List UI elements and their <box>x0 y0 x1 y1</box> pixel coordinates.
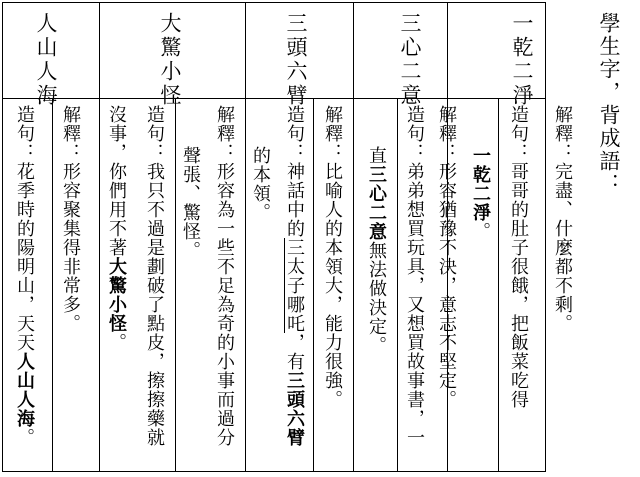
meaning-text: 形容猶豫不決，意志不堅定。 <box>436 162 457 409</box>
meaning-line <box>552 105 572 333</box>
sentence-text: 弟弟想買玩具，又想買故事書，一 <box>404 162 425 447</box>
sentence-text: 。 <box>106 333 127 352</box>
sentence-line <box>470 146 490 241</box>
meaning-label: 解釋： <box>214 105 235 162</box>
meaning-text: 形容聚集得非常多。 <box>60 162 81 333</box>
sentence-line <box>106 105 126 352</box>
meaning-line <box>180 146 200 260</box>
idiom-in-sentence: 三心二意 <box>366 165 387 241</box>
idiom-in-sentence: 人山人海 <box>14 352 35 428</box>
row-divider <box>2 98 545 99</box>
sentence-line <box>250 146 270 222</box>
idiom-in-sentence: 一乾二淨 <box>470 146 491 222</box>
sentence-line <box>144 105 164 447</box>
sentence-text: 。 <box>470 222 491 241</box>
sentence-text: 的本領。 <box>250 146 271 222</box>
sentence-line <box>366 146 386 355</box>
column-divider <box>245 2 246 472</box>
idiom-table <box>2 2 546 472</box>
sub-column-divider <box>175 98 176 472</box>
idiom-heading: 大驚小怪 <box>158 12 182 108</box>
sentence-text: 直 <box>366 146 387 165</box>
sentence-line <box>508 105 528 409</box>
sentence-text: 我只不過是劃破了點皮，擦擦藥就 <box>144 162 165 447</box>
meaning-text: 形容為一些不足為奇的小事而過分 <box>214 162 235 447</box>
sub-column-divider <box>313 98 314 472</box>
meaning-line <box>322 105 342 409</box>
idiom-heading: 三頭六臂 <box>284 12 308 108</box>
sentence-text: 無法做決定。 <box>366 241 387 355</box>
sentence-text: 沒事，你們用不著 <box>106 105 127 257</box>
meaning-label: 解釋： <box>552 105 573 162</box>
sentence-text: 哥哥的肚子很餓，把飯菜吃得 <box>508 162 529 409</box>
idiom-in-sentence: 大驚小怪 <box>106 257 127 333</box>
page-title: 學生字，背成語： <box>597 12 621 196</box>
column-divider <box>353 2 354 472</box>
idiom-in-sentence: 三頭六臂 <box>284 371 305 447</box>
sentence-text: 。 <box>14 428 35 447</box>
meaning-label: 解釋： <box>322 105 343 162</box>
meaning-label: 解釋： <box>436 105 457 162</box>
meaning-line <box>214 105 234 447</box>
meaning-line <box>436 105 456 409</box>
meaning-label: 解釋： <box>60 105 81 162</box>
idiom-heading: 三心二意 <box>398 12 422 108</box>
sentence-line <box>14 105 34 447</box>
sentence-line <box>404 105 424 447</box>
sentence-text: 神話中的 <box>284 162 305 238</box>
sentence-text: ，有 <box>284 333 305 371</box>
idiom-heading: 一乾二淨 <box>510 12 534 108</box>
idiom-heading: 人山人海 <box>34 12 58 108</box>
sentence-label: 造句： <box>144 105 165 162</box>
column-divider <box>99 2 100 472</box>
sentence-label: 造句： <box>14 105 35 162</box>
sentence-label: 造句： <box>284 105 305 162</box>
proper-name: 三太子哪吒 <box>284 238 305 333</box>
sub-column-divider <box>52 98 53 472</box>
sub-column-divider <box>397 98 398 472</box>
sub-column-divider <box>498 98 499 472</box>
sentence-label: 造句： <box>508 105 529 162</box>
meaning-line <box>60 105 80 333</box>
sentence-line <box>284 105 304 447</box>
sentence-text: 花季時的陽明山，天天 <box>14 162 35 352</box>
meaning-text: 完盡、什麼都不剩。 <box>552 162 573 333</box>
meaning-text: 比喻人的本領大，能力很強。 <box>322 162 343 409</box>
meaning-text: 聲張、驚怪。 <box>180 146 201 260</box>
sentence-label: 造句： <box>404 105 425 162</box>
